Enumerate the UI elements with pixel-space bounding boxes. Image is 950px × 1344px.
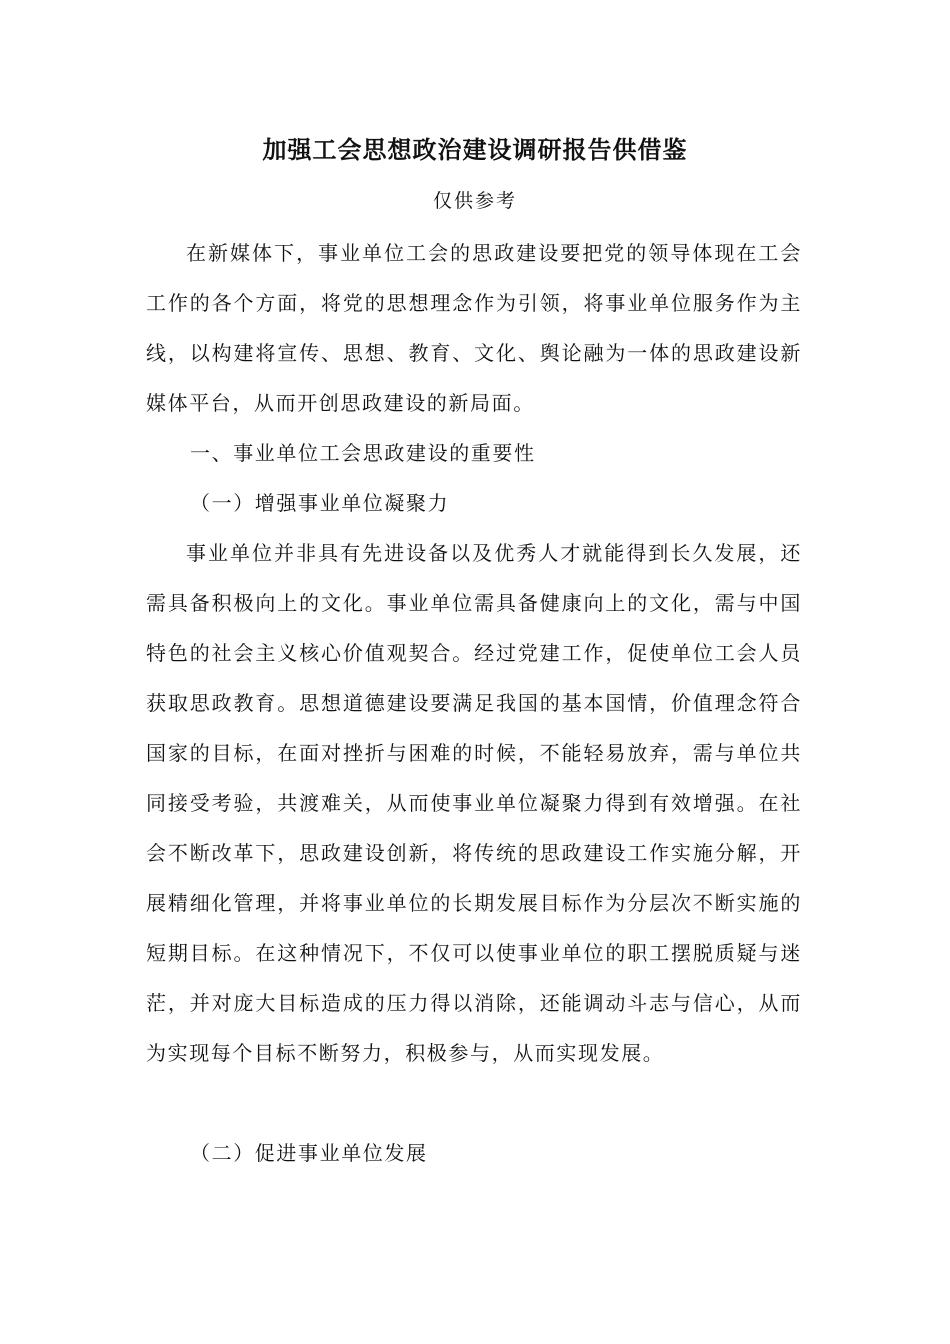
document-subtitle: 仅供参考 <box>432 190 517 212</box>
cohesion-paragraph: 事业单位并非具有先进设备以及优秀人才就能得到长久发展，还需具备积极向上的文化。事业单位需具备健康向上的文化，需与中国特色的社会主义核心价值观契合。经过党建工作，促使单位工会人员获取思政教育。思想道德建设要满足我国的基本国情，价值理念符合国家的目标，在面对挫折与困难的时候，不能轻易放弃，需与单位共同接受考验，共渡难关，从而使事业单位凝聚力得到有效增强。在社会不断改革下，思政建设创新，将传统的思政建设工作实施分解，开展精细化管理，并将事业单位的长期发展目标作为分层次不断实施的短期目标。在这种情况下，不仅可以使事业单位的职工摆脱质疑与迷茫，并对庞大目标造成的压力得以消除，还能调动斗志与信心，从而为实现每个目标不断努力，积极参与，从而实现发展。 <box>146 541 802 1065</box>
section-heading-1: 一、事业单位工会思政建设的重要性 <box>190 441 536 465</box>
subsection-heading-1-2: （二）促进事业单位发展 <box>190 1141 428 1165</box>
document-title: 加强工会思想政治建设调研报告供借鉴 <box>262 135 688 164</box>
subsection-heading-1-1: （一）增强事业单位凝聚力 <box>190 491 450 515</box>
intro-paragraph: 在新媒体下，事业单位工会的思政建设要把党的领导体现在工会工作的各个方面，将党的思想理念作为引领，将事业单位服务作为主线，以构建将宣传、思想、教育、文化、舆论融为一体的思政建设新媒体平台，从而开创思政建设的新局面。 <box>146 241 802 415</box>
